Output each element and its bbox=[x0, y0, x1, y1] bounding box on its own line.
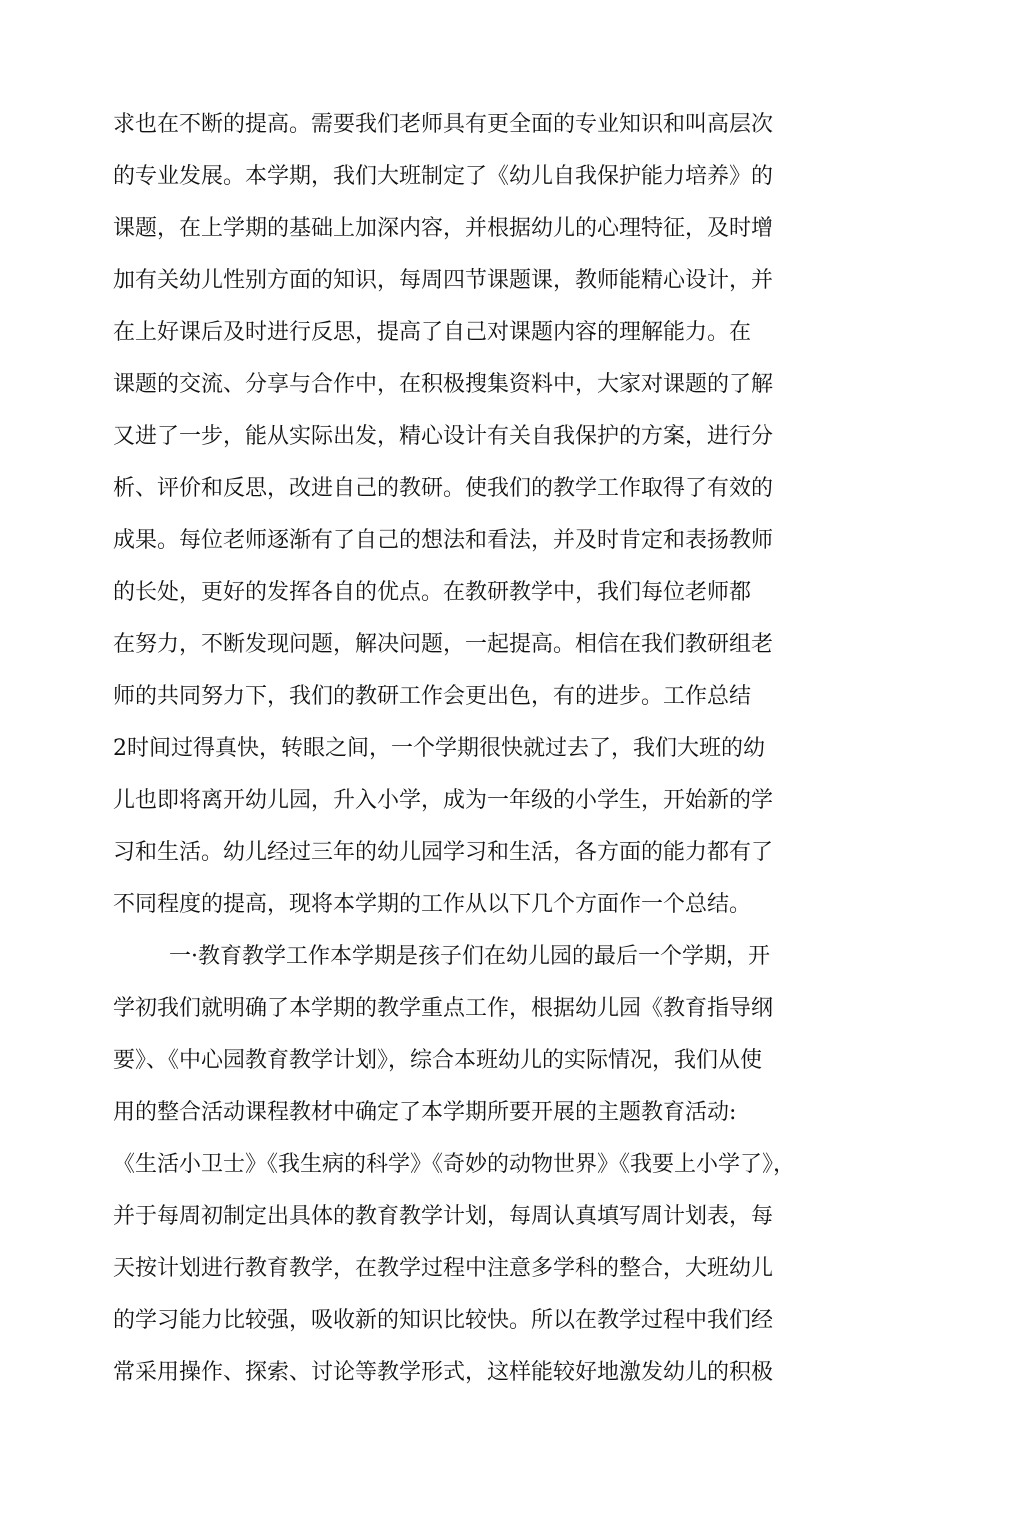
text-line: 儿也即将离开幼儿园，升入小学，成为一年级的小学生，开始新的学 bbox=[113, 788, 774, 813]
text-line: 在上好课后及时进行反思，提高了自己对课题内容的理解能力。在 bbox=[113, 320, 752, 345]
text-line: 天按计划进行教育教学，在教学过程中注意多学科的整合，大班幼儿 bbox=[113, 1256, 774, 1281]
text-line: 又进了一步，能从实际出发，精心设计有关自我保护的方案，进行分 bbox=[113, 424, 774, 449]
text-line: 一·教育教学工作本学期是孩子们在幼儿园的最后一个学期，开 bbox=[169, 944, 770, 969]
text-line: 课题，在上学期的基础上加深内容，并根据幼儿的心理特征，及时增 bbox=[113, 216, 774, 241]
text-line: 学初我们就明确了本学期的教学重点工作，根据幼儿园《教育指导纲 bbox=[113, 996, 774, 1021]
text-line: 的学习能力比较强，吸收新的知识比较快。所以在教学过程中我们经 bbox=[113, 1308, 774, 1333]
text-line: 加有关幼儿性别方面的知识，每周四节课题课，教师能精心设计，并 bbox=[113, 268, 774, 293]
text-line: 成果。每位老师逐渐有了自己的想法和看法，并及时肯定和表扬教师 bbox=[113, 528, 774, 553]
text-line: 常采用操作、探索、讨论等教学形式，这样能较好地激发幼儿的积极 bbox=[113, 1360, 774, 1385]
text-line: 用的整合活动课程教材中确定了本学期所要开展的主题教育活动: bbox=[113, 1100, 737, 1125]
text-line: 课题的交流、分享与合作中，在积极搜集资料中，大家对课题的了解 bbox=[113, 372, 774, 397]
text-line: 不同程度的提高，现将本学期的工作从以下几个方面作一个总结。 bbox=[113, 892, 752, 917]
text-line: 《生活小卫士》《我生病的科学》《奇妙的动物世界》《我要上小学了》， bbox=[113, 1152, 796, 1177]
text-line: 习和生活。幼儿经过三年的幼儿园学习和生活，各方面的能力都有了 bbox=[113, 840, 774, 865]
text-line: 求也在不断的提高。需要我们老师具有更全面的专业知识和叫高层次 bbox=[113, 112, 774, 137]
text-line: 析、评价和反思，改进自己的教研。使我们的教学工作取得了有效的 bbox=[113, 476, 774, 501]
text-line: 在努力，不断发现问题，解决问题，一起提高。相信在我们教研组老 bbox=[113, 632, 774, 657]
text-line: 师的共同努力下，我们的教研工作会更出色，有的进步。工作总结 bbox=[113, 684, 752, 709]
text-line: 并于每周初制定出具体的教育教学计划，每周认真填写周计划表，每 bbox=[113, 1204, 774, 1229]
text-line: 的专业发展。本学期，我们大班制定了《幼儿自我保护能力培养》的 bbox=[113, 164, 774, 189]
text-line: 的长处，更好的发挥各自的优点。在教研教学中，我们每位老师都 bbox=[113, 580, 752, 605]
text-line: 2时间过得真快，转眼之间，一个学期很快就过去了，我们大班的幼 bbox=[113, 736, 765, 761]
text-line: 要》、《中心园教育教学计划》，综合本班幼儿的实际情况，我们从使 bbox=[113, 1048, 763, 1073]
